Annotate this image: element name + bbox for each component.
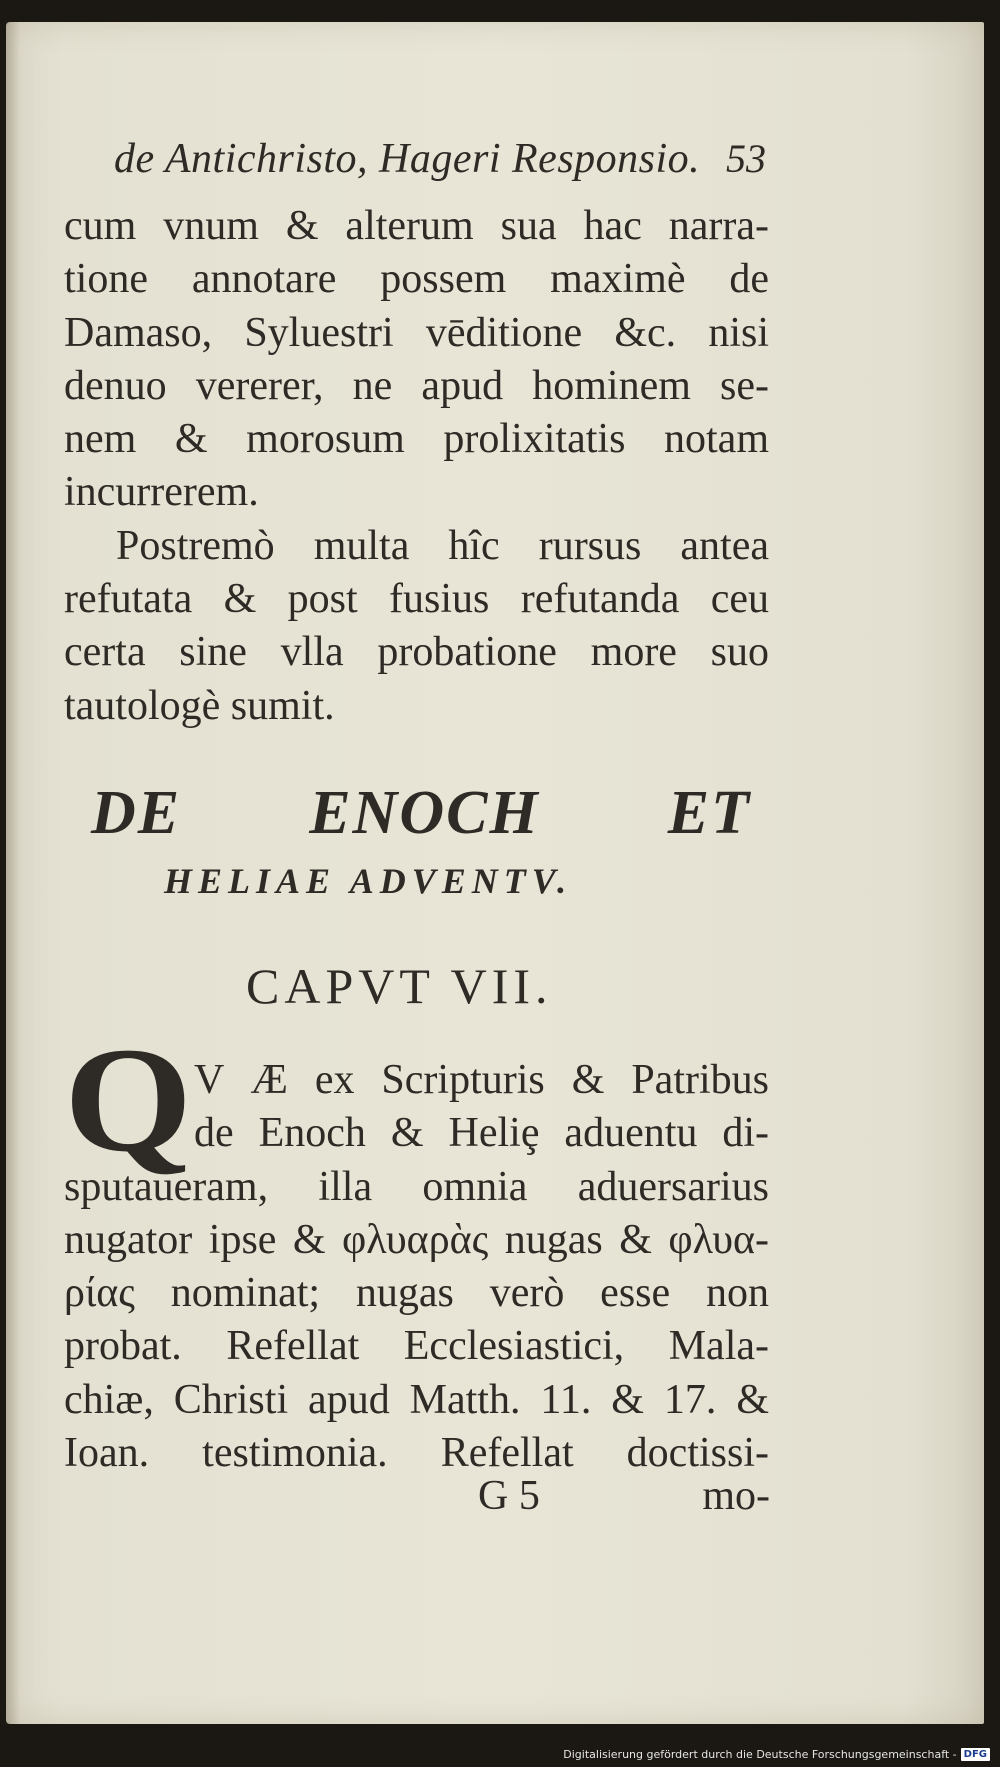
text-line: nugator ipse & φλυαρὰς nugas & φλυα- [64,1216,769,1263]
text-line: incurrerem. [64,469,259,516]
text-line: certa sine vlla probatione more suo [64,629,769,676]
text-line: refutata & post fusius refutanda ceu [64,576,769,623]
dfg-logo: DFG [961,1748,990,1761]
catchline [478,1472,770,1520]
text-line: de Enoch & Heliȩ aduentu di- [194,1110,769,1157]
text-line: chiæ, Christi apud Matth. 11. & 17. & [64,1376,769,1423]
text-line: Postremò multa hîc rursus antea [116,522,769,569]
section-title: DE ENOCH ET [91,779,751,847]
credit-text: Digitalisierung gefördert durch die Deutsche Forschungsgemeinschaft - [563,1748,957,1761]
text-line: cum vnum & alterum sua hac narra- [64,203,769,249]
text-line: denuo vererer, ne apud hominem se- [64,362,769,409]
book-page [6,22,984,1724]
digitization-credit [563,1748,990,1761]
signature-mark: G 5 [478,1473,540,1519]
text-line: sputaueram, illa omnia aduersarius [64,1163,769,1210]
text-line: tautologè sumit. [64,682,335,729]
page-number: 53 [726,136,766,181]
text-line: probat. Refellat Ecclesiastici, Mala- [64,1323,769,1370]
text-line: tione annotare possem maximè de [64,256,769,303]
catchword: mo- [702,1473,770,1519]
drop-cap: Q [64,1017,193,1183]
chapter-heading: CAPVT VII. [246,958,553,1014]
text-line: Ioan. testimonia. Refellat doctissi- [64,1430,769,1477]
running-head: de Antichristo, Hageri Responsio. [114,136,701,182]
text-line: nem & morosum prolixitatis notam [64,416,769,463]
text-line: V Æ ex Scripturis & Patribus [194,1057,769,1103]
text-line: Damaso, Syluestri vēditione &c. nisi [64,309,769,356]
body-text [64,200,769,733]
chapter-text [64,1054,769,1480]
section-subtitle: HELIAE ADVENTV. [164,861,573,901]
text-line: ρίας nominat; nugas verò esse non [64,1270,769,1317]
